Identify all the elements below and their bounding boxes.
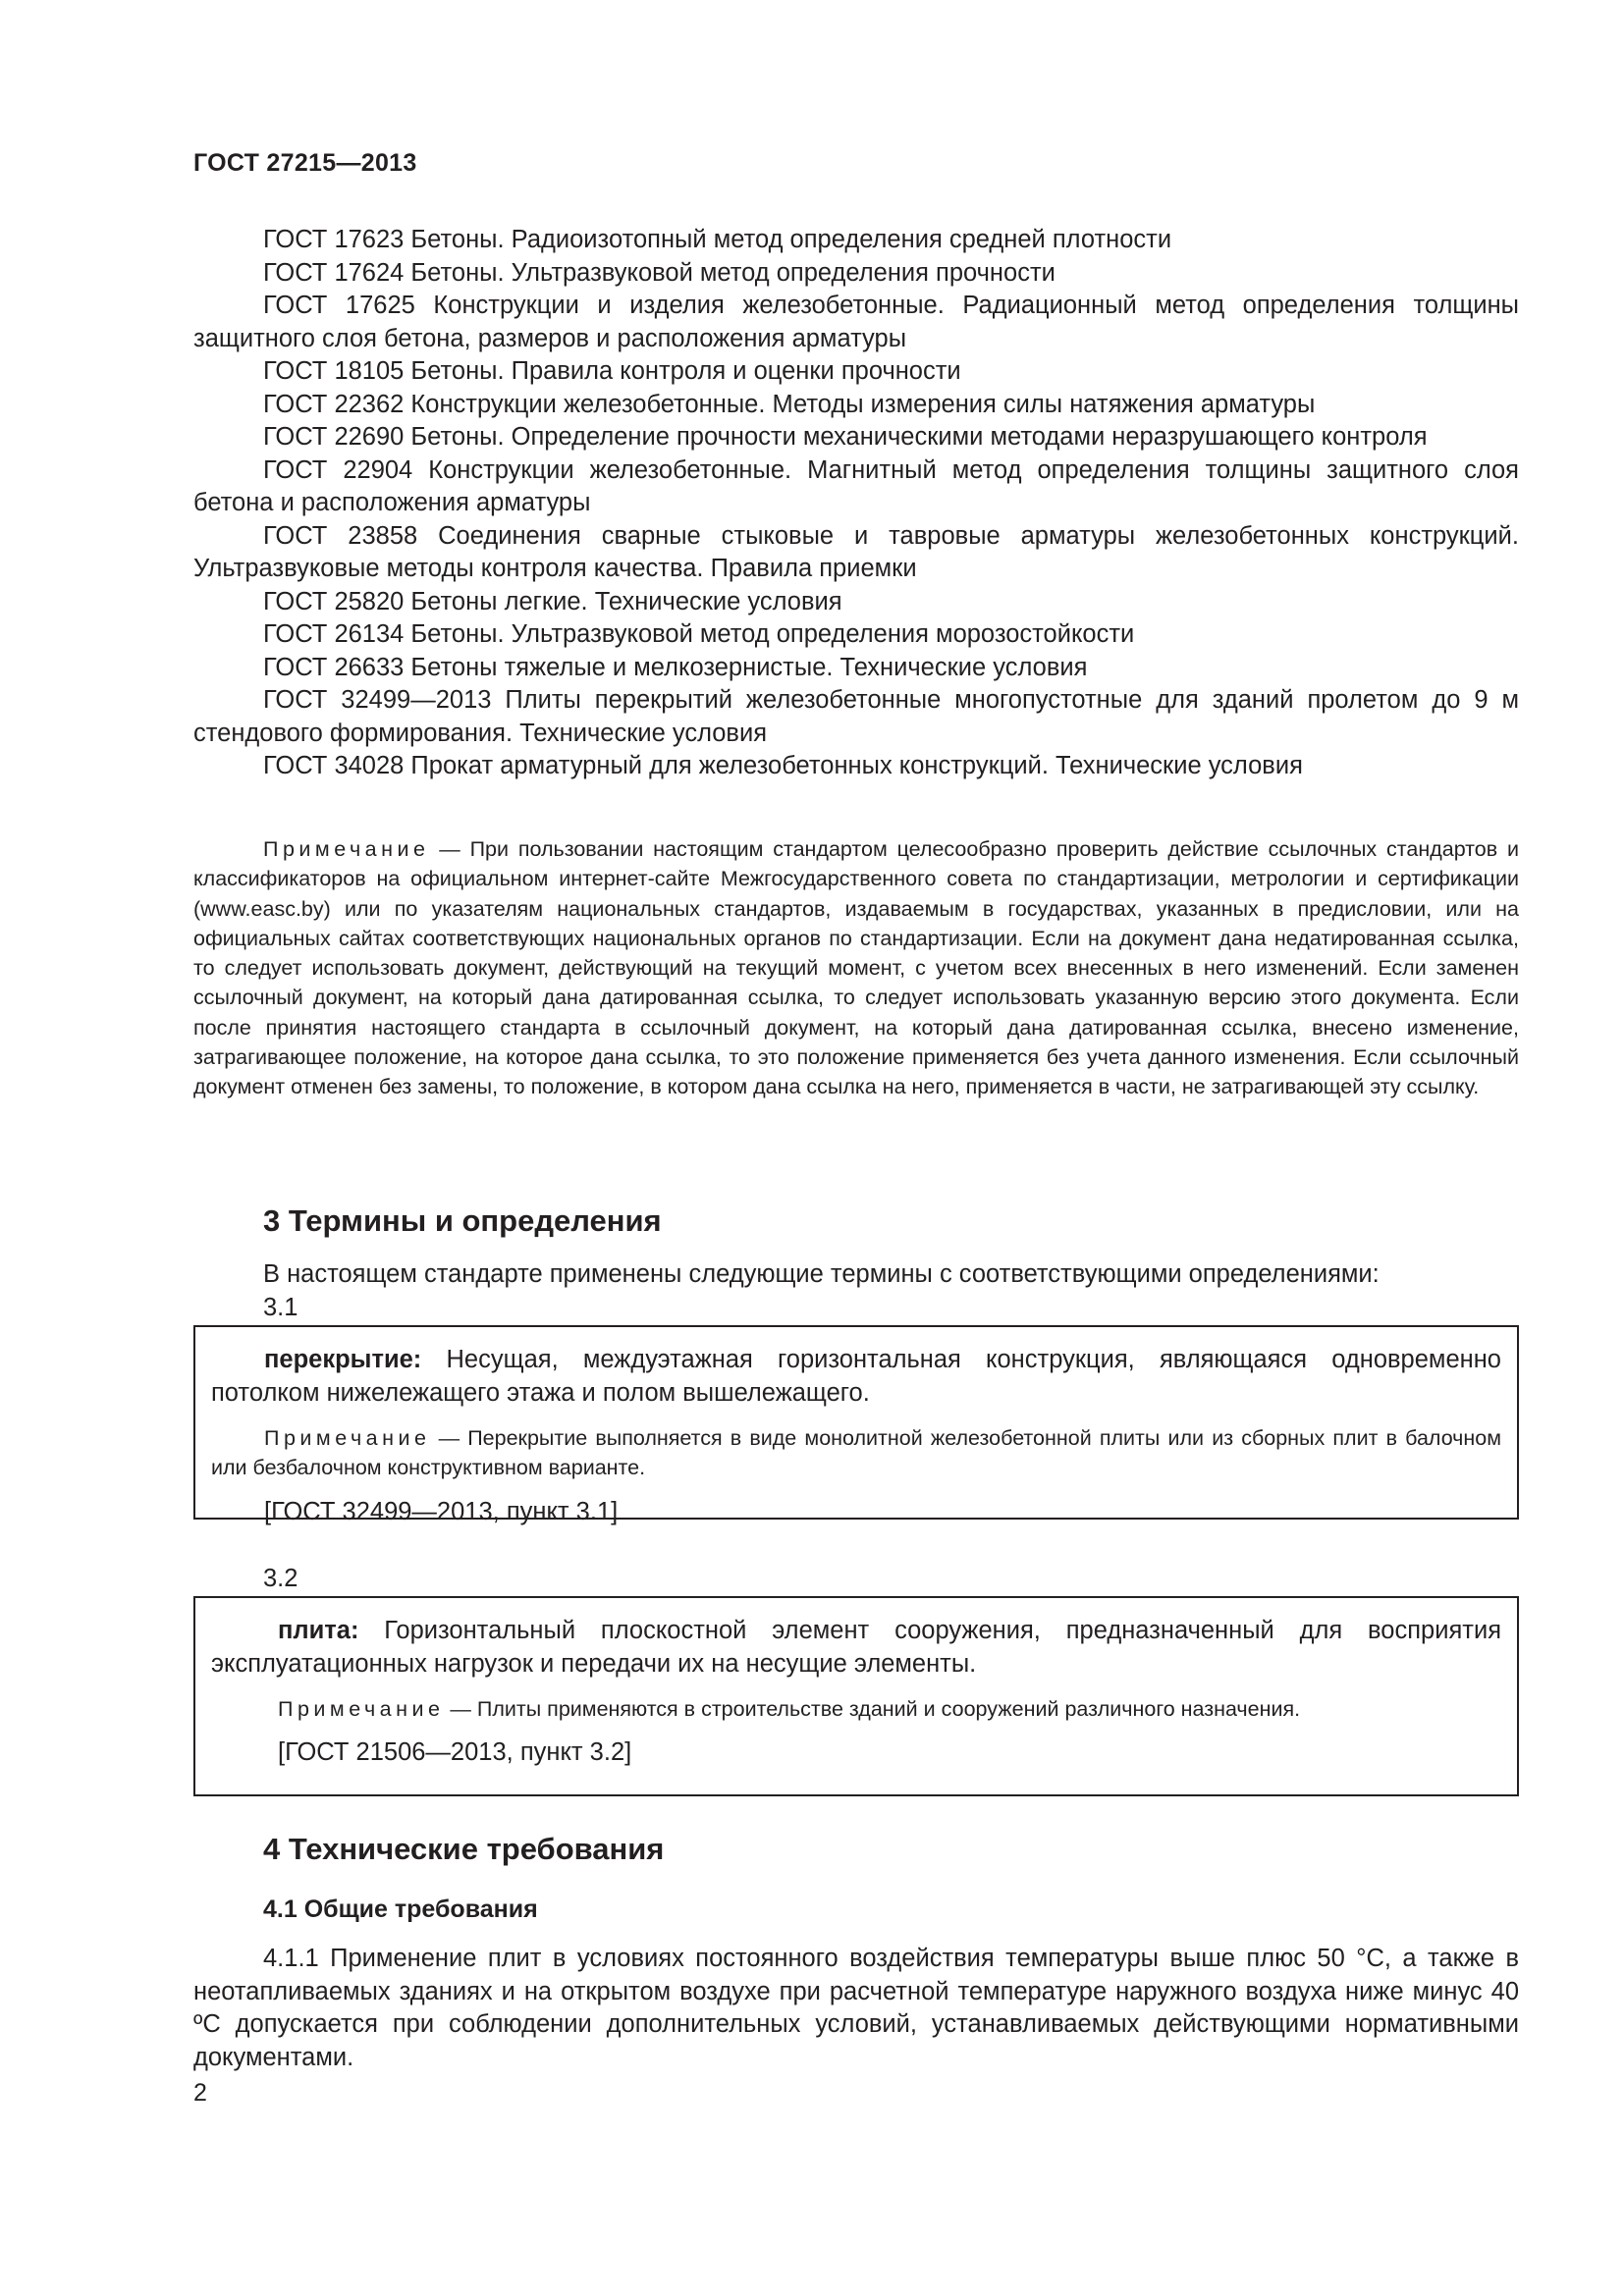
paragraph-4-1-1 — [193, 1943, 1519, 2074]
term-source: [ГОСТ 32499—2013, пункт 3.1] — [264, 1497, 619, 1525]
section-3-intro: В настоящем стандарте применены следующие термины с соответствующими определениями: — [263, 1260, 1380, 1288]
note-text: — При пользовании настоящим стандартом целесообразно проверить действие ссылочных стандартов и классификаторов на официальном интернет-сайте Межгосударственного совета по стандартизации, метрологии и сертификации (www.easc.by) или по указателям национальных стандартов, издаваемым в государствах, указанных в предисловии, или на официальных сайтах соответствующих национальных органов по стандартизации. Если на документ дана недатированная ссылка, то следует использовать документ, действующий на текущий момент, с учетом всех внесенных в него изменений. Если заменен ссылочный документ, на который дана датированная ссылка, то следует использовать указанную версию этого документа. Если после принятия настоящего стандарта в ссылочный документ, на который дана датированная ссылка, внесено изменение, затрагивающее положение, на которое дана ссылка, то это положение применяется без учета данного изменения. Если ссылочный документ отменен без замены, то положение, в котором дана ссылка на него, применяется в части, не затрагивающей эту ссылку. — [193, 837, 1519, 1099]
reference-item: ГОСТ 34028 Прокат арматурный для железобетонных конструкций. Технические условия — [263, 752, 1303, 779]
subsection-4-1-title: 4.1 Общие требования — [263, 1896, 538, 1923]
reference-item: ГОСТ 32499—2013 Плиты перекрытий железобетонные многопустотные для зданий пролетом до 9 м стендового формирования. Технические условия — [193, 686, 1519, 747]
reference-item: ГОСТ 22904 Конструкции железобетонные. Магнитный метод определения толщины защитного слоя бетона и расположения арматуры — [193, 455, 1519, 516]
definition-text: Несущая, междуэтажная горизонтальная конструкция, являющаяся одновременно потолком нижележащего этажа и полом вышележащего. — [211, 1346, 1501, 1407]
document-header: ГОСТ 27215—2013 — [193, 149, 417, 177]
term-number: 3.2 — [263, 1565, 298, 1592]
reference-item: ГОСТ 18105 Бетоны. Правила контроля и оценки прочности — [263, 357, 961, 385]
term-box-3-1 — [193, 1325, 1519, 1525]
reference-item: ГОСТ 17625 Конструкции и изделия железобетонные. Радиационный метод определения толщины защитного слоя бетона, размеров и расположения арматуры — [193, 292, 1519, 352]
note-label: Примечание — [278, 1697, 445, 1721]
section-4-title: 4 Технические требования — [263, 1832, 665, 1866]
note-text: — Перекрытие выполняется в виде монолитной железобетонной плиты или из сборных плит в балочном или безбалочном конструктивном варианте. — [211, 1426, 1501, 1480]
term-name: перекрытие: — [264, 1346, 422, 1373]
reference-item: ГОСТ 17623 Бетоны. Радиоизотопный метод определения средней плотности — [263, 226, 1172, 253]
section-3-title: 3 Термины и определения — [263, 1203, 662, 1238]
reference-item: ГОСТ 26633 Бетоны тяжелые и мелкозернистые. Технические условия — [263, 653, 1088, 681]
reference-item: ГОСТ 22362 Конструкции железобетонные. Методы измерения силы натяжения арматуры — [263, 390, 1316, 418]
definition-text: Горизонтальный плоскостной элемент сооружения, предназначенный для восприятия эксплуатационных нагрузок и передачи их на несущие элементы. — [211, 1617, 1501, 1678]
page-number: 2 — [193, 2079, 207, 2107]
reference-item: ГОСТ 25820 Бетоны легкие. Технические условия — [263, 587, 842, 615]
note-label: Примечание — [264, 1426, 431, 1450]
term-number: 3.1 — [263, 1294, 298, 1321]
term-note — [211, 1694, 1501, 1724]
paragraph-text: 4.1.1 Применение плит в условиях постоянного воздействия температуры выше плюс 50 °С, а также в неотапливаемых зданиях и на открытом воздухе при расчетной температуре наружного воздуха ниже минус 40 ºС допускается при соблюдении дополнительных условий, устанавливаемых действующими нормативными документами. — [193, 1945, 1519, 2071]
reference-item: ГОСТ 23858 Соединения сварные стыковые и тавровые арматуры железобетонных конструкций. Ультразвуковые методы контроля качества. Правила приемки — [193, 521, 1519, 582]
term-definition — [211, 1614, 1501, 1681]
note-label: Примечание — [263, 837, 430, 861]
reference-list — [193, 224, 1519, 783]
reference-item: ГОСТ 26134 Бетоны. Ультразвуковой метод определения морозостойкости — [263, 620, 1135, 648]
term-definition — [211, 1343, 1501, 1410]
term-source: [ГОСТ 21506—2013, пункт 3.2] — [278, 1738, 632, 1767]
note-text: — Плиты применяются в строительстве зданий и сооружений различного назначения. — [444, 1697, 1301, 1721]
term-note — [211, 1423, 1501, 1483]
term-name: плита: — [278, 1617, 359, 1644]
reference-item: ГОСТ 17624 Бетоны. Ультразвуковой метод определения прочности — [263, 258, 1056, 287]
term-box-3-2 — [193, 1596, 1519, 1796]
general-note — [193, 834, 1519, 1102]
reference-item: ГОСТ 22690 Бетоны. Определение прочности механическими методами неразрушающего контроля — [263, 423, 1428, 451]
